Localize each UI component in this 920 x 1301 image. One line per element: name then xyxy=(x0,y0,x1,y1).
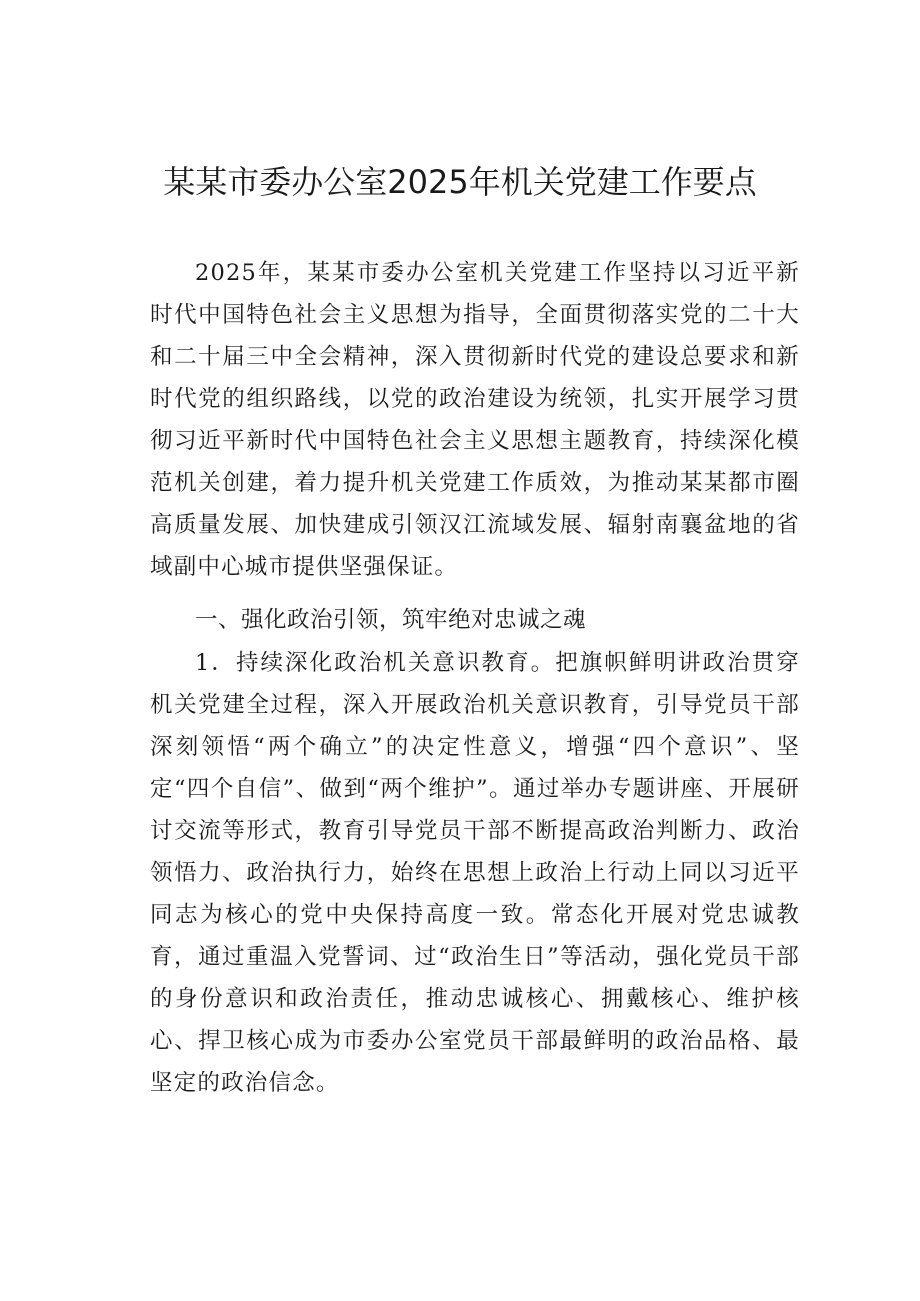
section-heading: 一、强化政治引领，筑牢绝对忠诚之魂 xyxy=(195,607,587,633)
intro-paragraph: 2025年，某某市委办公室机关党建工作坚持以习近平新时代中国特色社会主义思想为指导，全面贯彻落实党的二十大和二十届三中全会精神，深入贯彻新时代党的建设总要求和新时代党的组织路线，以党的政治建设为统领，扎实开展学习贯彻习近平新时代中国特色社会主义思想主题教育，持续深化模范机关创建，着力提升机关党建工作质效，为推动某某都市圈高质量发展、加快建成引领汉江流域发展、辐射南襄盆地的省域副中心城市提供坚强保证。 xyxy=(150,260,800,580)
document-title: 某某市委办公室2025年机关党建工作要点 xyxy=(163,163,757,201)
item-paragraph: 1．持续深化政治机关意识教育。把旗帜鲜明讲政治贯穿机关党建全过程，深入开展政治机关意识教育，引导党员干部深刻领悟“两个确立”的决定性意义，增强“四个意识”、坚定“四个自信”、做到“两个维护”。通过举办专题讲座、开展研讨交流等形式，教育引导党员干部不断提高政治判断力、政治领悟力、政治执行力，始终在思想上政治上行动上同以习近平同志为核心的党中央保持高度一致。常态化开展对党忠诚教育，通过重温入党誓词、过“政治生日”等活动，强化党员干部的身份意识和政治责任，推动忠诚核心、拥戴核心、维护核心、捍卫核心成为市委办公室党员干部最鲜明的政治品格、最坚定的政治信念。 xyxy=(150,650,800,1096)
